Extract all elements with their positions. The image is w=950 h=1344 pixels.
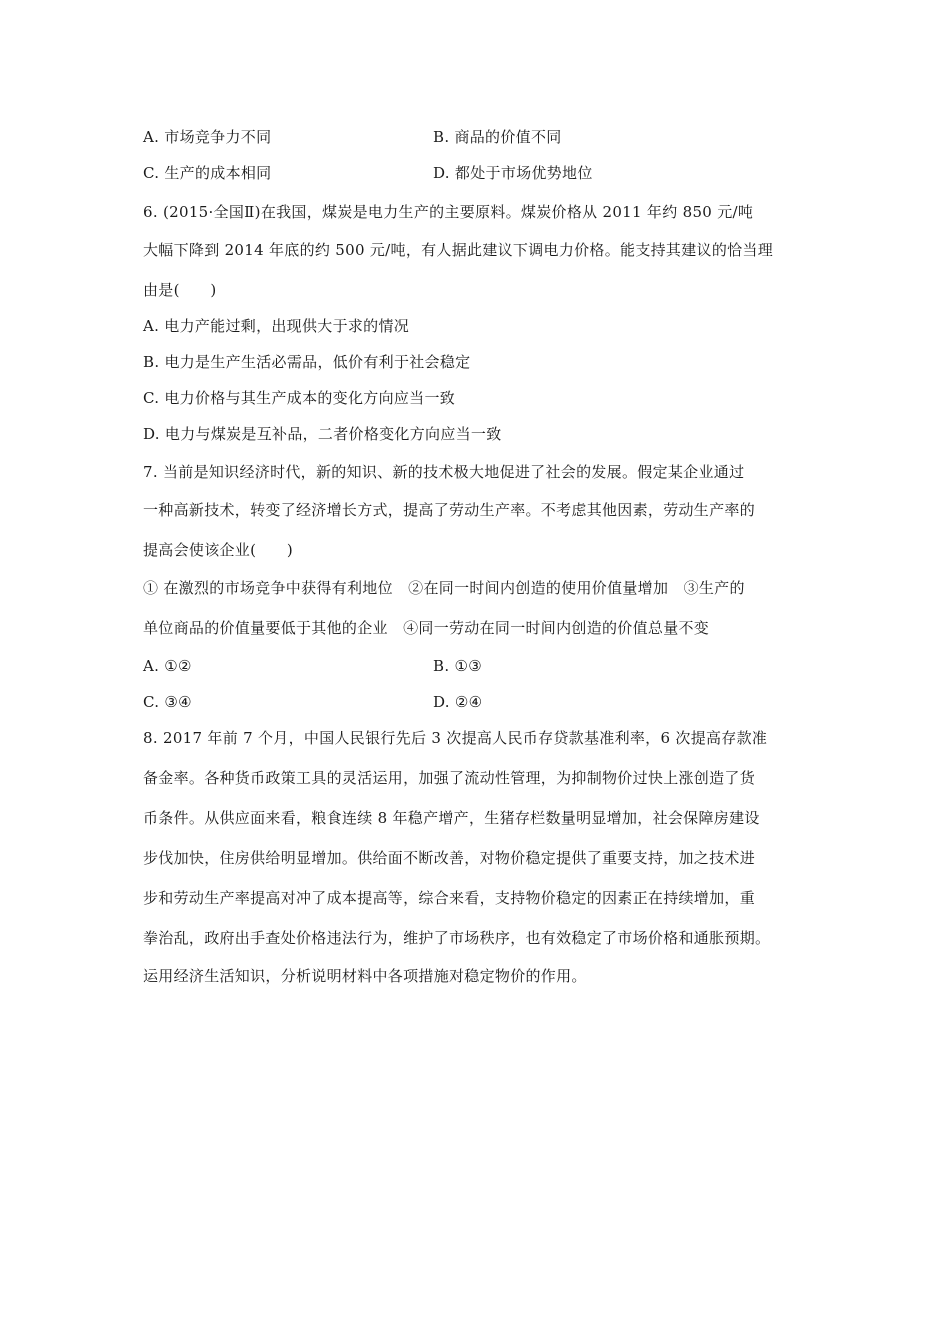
q6-option-a: A. 电力产能过剩，出现供大于求的情况 [143, 317, 410, 335]
q5-option-b: B. 商品的价值不同 [433, 128, 562, 146]
q6-option-b: B. 电力是生产生活必需品，低价有利于社会稳定 [143, 353, 471, 371]
q5-option-d: D. 都处于市场优势地位 [433, 164, 593, 182]
q7-stem-line-3: 提高会使该企业( ) [143, 541, 294, 559]
q8-line-7: 运用经济生活知识，分析说明材料中各项措施对稳定物价的作用。 [143, 967, 587, 985]
q7-statements-line-1: ① 在激烈的市场竞争中获得有利地位 ②在同一时间内创造的使用价值量增加 ③生产的 [143, 579, 745, 597]
q7-stem-line-2: 一种高新技术，转变了经济增长方式，提高了劳动生产率。不考虑其他因素，劳动生产率的 [143, 501, 756, 519]
q7-option-d: D. ②④ [433, 693, 483, 711]
q7-statements-line-2: 单位商品的价值量要低于其他的企业 ④同一劳动在同一时间内创造的价值总量不变 [143, 619, 710, 637]
q8-line-2: 备金率。各种货币政策工具的灵活运用，加强了流动性管理，为抑制物价过快上涨创造了货 [143, 769, 756, 787]
q7-stem-line-1: 7. 当前是知识经济时代，新的知识、新的技术极大地促进了社会的发展。假定某企业通过 [143, 463, 745, 481]
q5-option-c: C. 生产的成本相同 [143, 164, 272, 182]
q6-option-c: C. 电力价格与其生产成本的变化方向应当一致 [143, 389, 456, 407]
q8-line-4: 步伐加快，住房供给明显增加。供给面不断改善，对物价稳定提供了重要支持，加之技术进 [143, 849, 756, 867]
q8-line-6: 拳治乱，政府出手查处价格违法行为，维护了市场秩序，也有效稳定了市场价格和通胀预期。 [143, 929, 771, 947]
q5-option-a: A. 市场竞争力不同 [143, 128, 272, 146]
q6-stem-line-3: 由是( ) [143, 281, 217, 299]
q6-option-d: D. 电力与煤炭是互补品，二者价格变化方向应当一致 [143, 425, 502, 443]
q8-line-1: 8. 2017 年前 7 个月，中国人民银行先后 3 次提高人民币存贷款基准利率，6 次提高存款准 [143, 729, 768, 747]
q8-line-5: 步和劳动生产率提高对冲了成本提高等，综合来看，支持物价稳定的因素正在持续增加，重 [143, 889, 756, 907]
q7-option-b: B. ①③ [433, 657, 482, 675]
q7-option-a: A. ①② [143, 657, 192, 675]
q6-stem-line-2: 大幅下降到 2014 年底的约 500 元/吨，有人据此建议下调电力价格。能支持其建议的恰当理 [143, 241, 774, 259]
q7-option-c: C. ③④ [143, 693, 192, 711]
q6-stem-line-1: 6. (2015·全国Ⅱ)在我国，煤炭是电力生产的主要原料。煤炭价格从 2011 年约 850 元/吨 [143, 203, 754, 221]
q8-line-3: 币条件。从供应面来看，粮食连续 8 年稳产增产，生猪存栏数量明显增加，社会保障房建设 [143, 809, 760, 827]
